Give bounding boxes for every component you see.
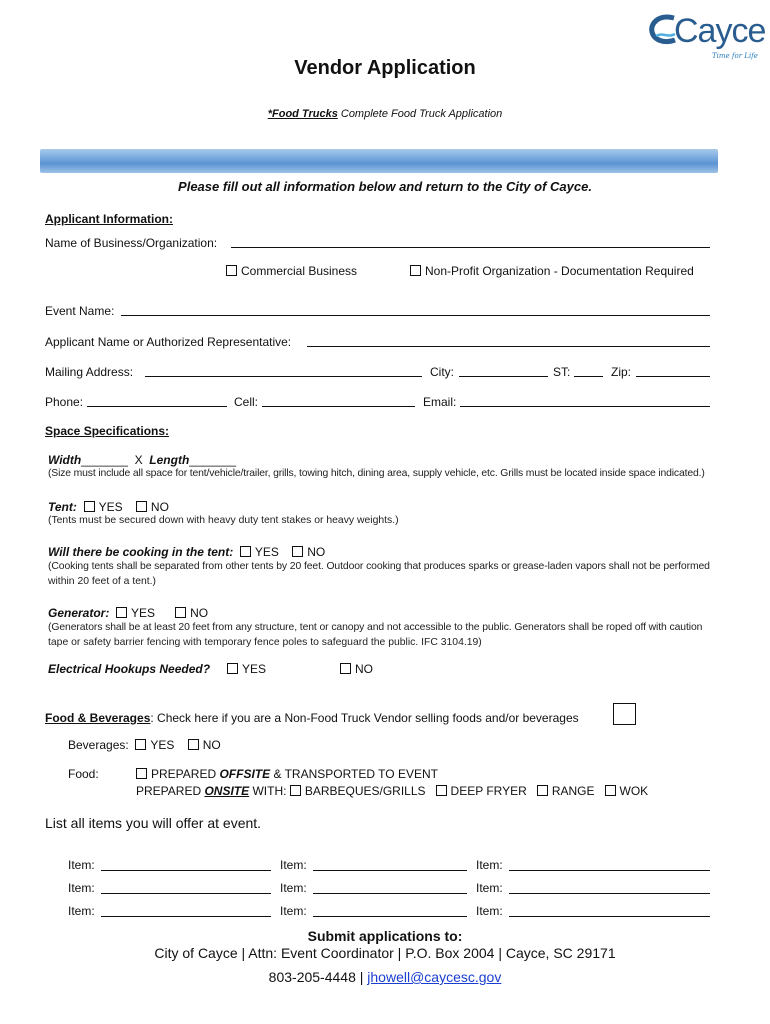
commercial-checkbox[interactable] xyxy=(226,265,237,276)
phone-field[interactable] xyxy=(87,406,227,407)
item-label: Item: xyxy=(280,858,307,872)
cooking-row xyxy=(48,545,325,559)
page-subtitle xyxy=(0,108,770,120)
zip-field[interactable] xyxy=(636,376,710,377)
item-field[interactable] xyxy=(313,916,467,917)
cooking-yes-label: YES xyxy=(254,545,279,559)
food-label: Food: xyxy=(68,767,99,781)
food-row xyxy=(45,711,579,725)
business-field[interactable] xyxy=(231,247,710,248)
subtitle-text: Complete Food Truck Application xyxy=(337,108,503,120)
contact-email-link[interactable]: jhowell@caycesc.gov xyxy=(367,969,502,985)
beverages-yes-label: YES xyxy=(150,738,175,752)
email-field[interactable] xyxy=(460,406,710,407)
electrical-yes[interactable] xyxy=(227,662,266,676)
event-label: Event Name: xyxy=(45,304,115,318)
applicant-heading: Applicant Information: xyxy=(45,212,173,226)
commercial-label: Commercial Business xyxy=(241,264,358,278)
electrical-yes-checkbox[interactable] xyxy=(227,663,238,674)
onsite-emphasis: ONSITE xyxy=(204,784,250,798)
item-field[interactable] xyxy=(101,916,271,917)
logo-word: Cayce xyxy=(674,12,766,50)
item-label: Item: xyxy=(476,881,503,895)
item-field[interactable] xyxy=(509,870,710,871)
wok-label: WOK xyxy=(619,784,649,798)
beverages-label: Beverages: xyxy=(68,738,129,752)
dimensions-row xyxy=(48,453,236,467)
wok-checkbox[interactable] xyxy=(605,785,616,796)
beverages-no-label: NO xyxy=(202,738,221,752)
submit-heading: Submit applications to: xyxy=(307,928,463,944)
range-checkbox[interactable] xyxy=(537,785,548,796)
mailing-label: Mailing Address: xyxy=(45,365,134,379)
tent-no-label: NO xyxy=(150,500,169,514)
header-banner xyxy=(40,149,718,173)
tent-yes-label: YES xyxy=(98,500,123,514)
item-label: Item: xyxy=(68,904,95,918)
cooking-no-label: NO xyxy=(307,545,326,559)
contact-line xyxy=(0,969,770,985)
item-label: Item: xyxy=(68,881,95,895)
tent-label: Tent: xyxy=(48,500,77,514)
offsite-text-2: & TRANSPORTED TO EVENT xyxy=(270,767,438,781)
tent-note: (Tents must be secured down with heavy duty tent stakes or heavy weights.) xyxy=(48,515,399,526)
generator-yes-label: YES xyxy=(131,606,156,620)
generator-yes-checkbox[interactable] xyxy=(116,607,127,618)
logo-tagline: Time for Life xyxy=(712,52,758,60)
mailing-field[interactable] xyxy=(145,376,422,377)
cell-field[interactable] xyxy=(262,406,415,407)
city-label: City: xyxy=(430,365,454,379)
generator-note-1: (Generators shall be at least 20 feet from any structure, tent or canopy and not accessible to the public. Generators shall be roped off with caution xyxy=(48,622,703,633)
contact-separator: | xyxy=(355,969,368,985)
contact-phone: 803-205-4448 xyxy=(268,969,356,985)
food-check-text: : Check here if you are a Non-Food Truck Vendor selling foods and/or beverages xyxy=(150,711,579,725)
list-items-prompt: List all items you will offer at event. xyxy=(45,815,262,831)
food-trucks-label: *Food Trucks xyxy=(267,108,338,120)
item-field[interactable] xyxy=(101,870,271,871)
nonprofit-checkbox[interactable] xyxy=(410,265,421,276)
cooking-note-2: within 20 feet of a tent.) xyxy=(48,576,157,587)
city-field[interactable] xyxy=(459,376,548,377)
nonprofit-label: Non-Profit Organization - Documentation Required xyxy=(425,264,694,278)
generator-no-checkbox[interactable] xyxy=(175,607,186,618)
cell-label: Cell: xyxy=(234,395,259,409)
item-label: Item: xyxy=(476,858,503,872)
fryer-checkbox[interactable] xyxy=(436,785,447,796)
size-note: (Size must include all space for tent/vehicle/trailer, grills, towing hitch, dining area, supply vehicle, etc. Grills must be located inside space indicated.) xyxy=(48,468,705,479)
food-heading: Food & Beverages xyxy=(45,711,151,725)
item-label: Item: xyxy=(280,881,307,895)
business-label: Name of Business/Organization: xyxy=(45,236,218,250)
offsite-text-1: PREPARED xyxy=(151,767,220,781)
width-field[interactable]: _______ xyxy=(81,453,128,467)
generator-label: Generator: xyxy=(48,606,110,620)
tent-no-checkbox[interactable] xyxy=(136,501,147,512)
x-label: X xyxy=(134,453,143,467)
width-label: Width xyxy=(48,453,82,467)
item-field[interactable] xyxy=(313,870,467,871)
onsite-text-1: PREPARED xyxy=(136,784,205,798)
space-heading: Space Specifications: xyxy=(45,424,170,438)
item-field[interactable] xyxy=(101,893,271,894)
tent-yes-checkbox[interactable] xyxy=(84,501,95,512)
offsite-emphasis: OFFSITE xyxy=(219,767,271,781)
generator-no-label: NO xyxy=(190,606,209,620)
representative-label: Applicant Name or Authorized Representative: xyxy=(45,335,292,349)
item-label: Item: xyxy=(280,904,307,918)
item-field[interactable] xyxy=(313,893,467,894)
electrical-label: Electrical Hookups Needed? xyxy=(48,662,211,676)
electrical-no[interactable] xyxy=(340,662,373,676)
cooking-no-checkbox[interactable] xyxy=(292,546,303,557)
beverages-yes-checkbox[interactable] xyxy=(135,739,146,750)
electrical-no-checkbox[interactable] xyxy=(340,663,351,674)
page-title: Vendor Application xyxy=(294,57,476,79)
commercial-option[interactable] xyxy=(226,264,357,278)
cooking-label: Will there be cooking in the tent: xyxy=(48,545,234,559)
zip-label: Zip: xyxy=(611,365,632,379)
beverages-no-checkbox[interactable] xyxy=(188,739,199,750)
length-field[interactable]: _______ xyxy=(189,453,237,467)
length-label: Length xyxy=(149,453,190,467)
item-field[interactable] xyxy=(509,893,710,894)
email-label: Email: xyxy=(423,395,457,409)
bbq-label: BARBEQUES/GRILLS xyxy=(304,784,426,798)
instruction-text: Please fill out all information below and return to the City of Cayce. xyxy=(178,179,592,194)
representative-field[interactable] xyxy=(307,346,710,347)
fryer-label: DEEP FRYER xyxy=(450,784,527,798)
event-field[interactable] xyxy=(121,315,710,316)
item-field[interactable] xyxy=(509,916,710,917)
range-label: RANGE xyxy=(551,784,595,798)
item-label: Item: xyxy=(476,904,503,918)
generator-row xyxy=(48,606,208,620)
tent-row xyxy=(48,500,169,514)
bbq-checkbox[interactable] xyxy=(290,785,301,796)
offsite-checkbox[interactable] xyxy=(136,768,147,779)
phone-label: Phone: xyxy=(45,395,84,409)
item-label: Item: xyxy=(68,858,95,872)
cooking-yes-checkbox[interactable] xyxy=(240,546,251,557)
prepared-offsite-row[interactable] xyxy=(136,767,438,781)
state-field[interactable] xyxy=(574,376,603,377)
state-label: ST: xyxy=(553,365,571,379)
non-food-truck-checkbox[interactable] xyxy=(613,703,636,725)
generator-note-2: tape or safety barrier fencing with temporary fence poles to safeguard the public. IFC 3104.19) xyxy=(48,637,482,648)
prepared-onsite-row xyxy=(136,784,648,798)
nonprofit-option[interactable] xyxy=(410,264,694,278)
beverages-row xyxy=(68,738,221,752)
cooking-note-1: (Cooking tents shall be separated from other tents by 20 feet. Outdoor cooking that produces sparks or grease-laden vapors shall not be performed xyxy=(48,561,710,572)
electrical-yes-label: YES xyxy=(242,662,267,676)
electrical-no-label: NO xyxy=(355,662,373,676)
onsite-text-2: WITH: xyxy=(249,784,287,798)
mailing-address: City of Cayce | Attn: Event Coordinator | P.O. Box 2004 | Cayce, SC 29171 xyxy=(154,945,616,961)
